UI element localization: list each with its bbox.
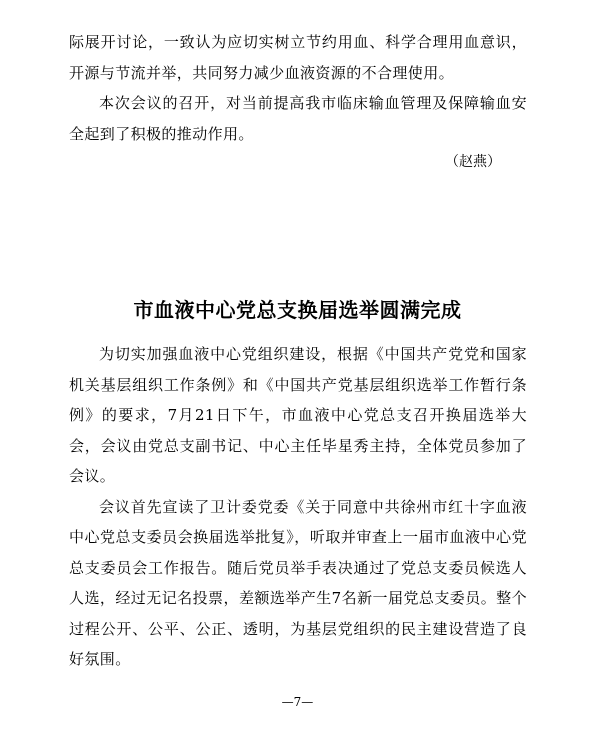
author-signature: （赵燕） (445, 154, 501, 170)
page-number: —7— (281, 695, 314, 709)
previous-article-paragraph-continued: 际展开讨论，一致认为应切实树立节约用血、科学合理用血意识，开源与节流并举，共同努力减少血液资源的不合理使用。 (69, 33, 527, 82)
previous-article-body (69, 27, 527, 149)
previous-article-paragraph: 本次会议的召开，对当前提高我市临床输血管理及保障输血安全起到了积极的推动作用。 (69, 94, 527, 143)
article-paragraph: 为切实加强血液中心党组织建设，根据《中国共产党党和国家机关基层组织工作条例》和《中国共产党基层组织选举工作暂行条例》的要求，7月21日下午，市血液中心党总支召开换届选举大会，会议由党总支副书记、中心主任毕星秀主持，全体党员参加了会议。 (69, 345, 527, 485)
article-title: 市血液中心党总支换届选举圆满完成 (133, 298, 462, 323)
article-paragraph: 会议首先宣读了卫计委党委《关于同意中共徐州市红十字血液中心党总支委员会换届选举批复》，听取并审查上一届市血液中心党总支委员会工作报告。随后党员举手表决通过了党总支委员候选人人选，经过无记名投票，差额选举产生7名新一届党总支委员。整个过程公开、公平、公正、透明，为基层党组织的民主建设营造了良好氛围。 (69, 497, 527, 668)
article-body (69, 339, 527, 675)
